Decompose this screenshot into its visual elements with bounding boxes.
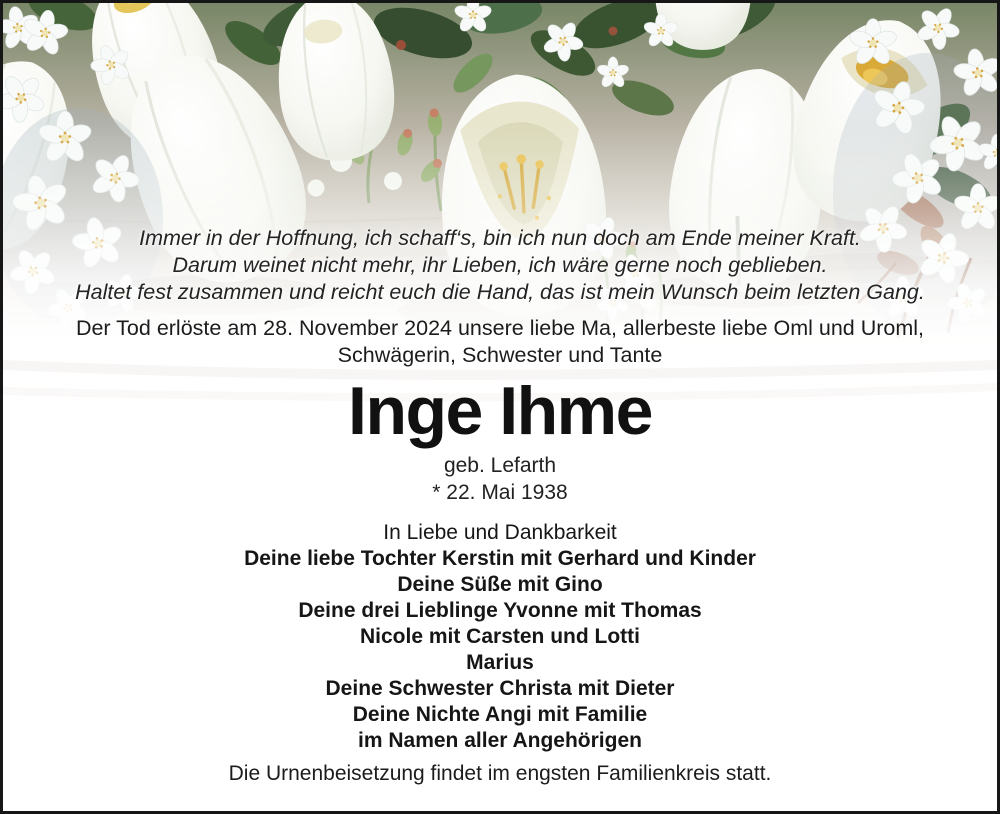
deceased-name: Inge Ihme <box>348 373 652 449</box>
mourner-line: Deine drei Lieblinge Yvonne mit Thomas <box>298 599 702 622</box>
birth-date: * 22. Mai 1938 <box>432 481 568 504</box>
verse-line-1: Immer in der Hoffnung, ich schaff‘s, bin ich nun doch am Ende meiner Kraft. <box>139 226 861 250</box>
mourner-line: im Namen aller Angehörigen <box>358 729 642 752</box>
tribute-intro: In Liebe und Dankbarkeit <box>383 521 617 544</box>
mourner-line: Deine liebe Tochter Kerstin mit Gerhard und Kinder <box>244 547 756 570</box>
mourner-line: Nicole mit Carsten und Lotti <box>359 625 640 648</box>
closing-note: Die Urnenbeisetzung findet im engsten Familienkreis statt. <box>228 762 772 785</box>
death-announcement <box>3 315 997 369</box>
mourners-list <box>3 520 997 754</box>
announcement-line-2: Schwägerin, Schwester und Tante <box>337 343 663 367</box>
verse-line-3: Haltet fest zusammen und reicht euch die Hand, das ist mein Wunsch beim letzten Gang. <box>75 280 925 304</box>
mourner-line: Deine Schwester Christa mit Dieter <box>325 677 675 700</box>
announcement-line-1: Der Tod erlöste am 28. November 2024 unsere liebe Ma, allerbeste liebe Oml und Uroml, <box>75 316 925 340</box>
mourner-line: Deine Nichte Angi mit Familie <box>352 703 648 726</box>
farewell-verse <box>3 225 997 306</box>
verse-line-2: Darum weinet nicht mehr, ihr Lieben, ich wäre gerne noch geblieben. <box>172 253 828 277</box>
mourner-line: Marius <box>466 651 534 674</box>
mourner-line: Deine Süße mit Gino <box>397 573 603 596</box>
birth-details <box>3 452 997 506</box>
birth-name: geb. Lefarth <box>443 454 557 477</box>
